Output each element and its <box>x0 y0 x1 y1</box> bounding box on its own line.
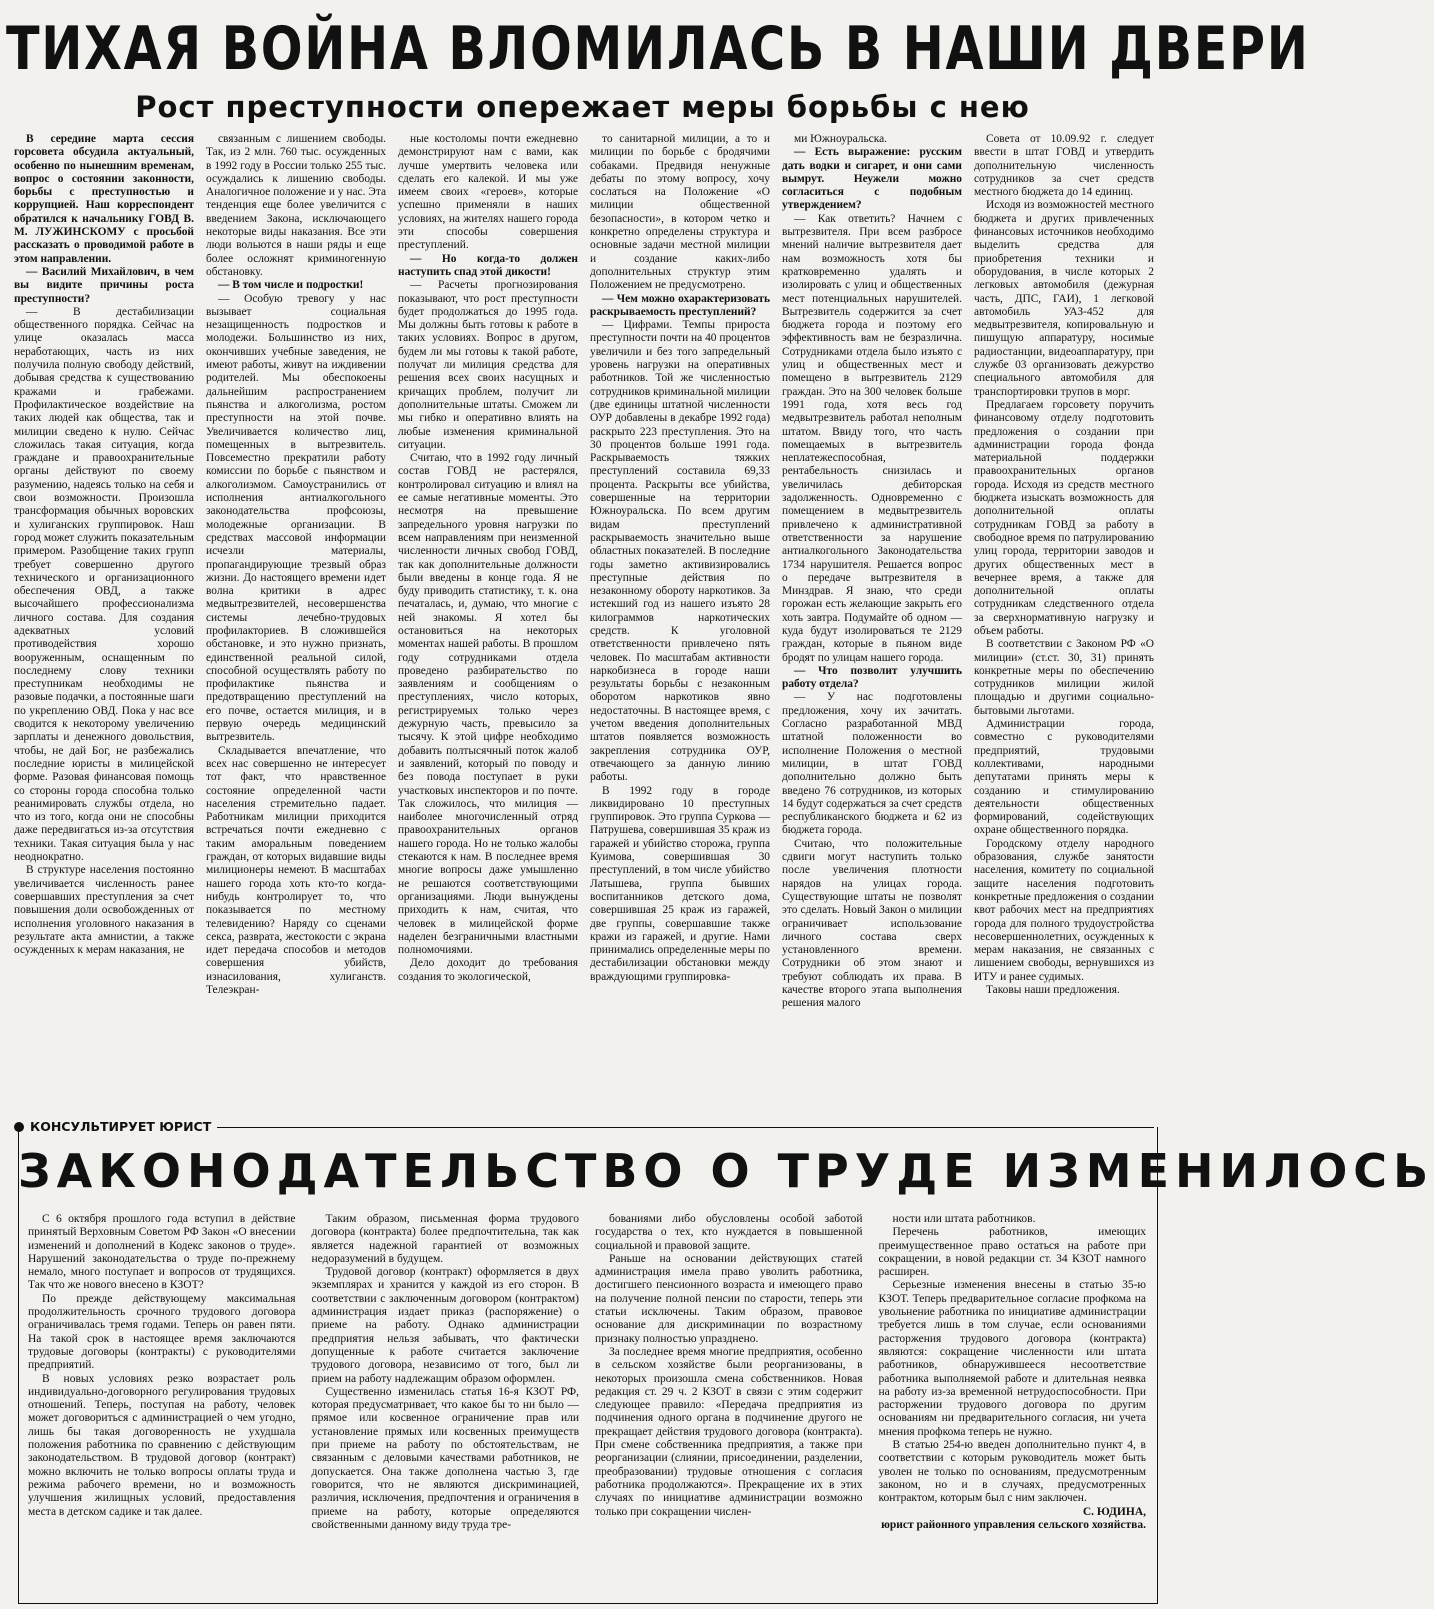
bullet-icon <box>14 1122 24 1132</box>
body-paragraph: ные костоломы почти ежедневно демонстрируют нам с вами, как лучше умертвить человека или сделать его калекой. И мы уже имеем своих «героев», которые успешно применяли в наших условиях, на жителях нашего города эти способы совершения преступлений. <box>398 133 578 252</box>
body-paragraph: связанным с лишением свободы. Так, из 2 млн. 760 тыс. осужденных в 1992 году в России только 255 тыс. осуждались к лишению свободы. Аналогичное положение и у нас. Эта тенденция еще более увеличится с введением Закона, исключающего некоторые виды наказания. Все эти люди вольются в наши ряды и еще более осложнят криминогенную обстановку. <box>206 133 386 278</box>
article-column <box>782 133 962 1108</box>
question-paragraph: — Но когда-то должен наступить спад этой дикости! <box>398 252 578 278</box>
rubric-bar <box>14 1118 1154 1136</box>
body-paragraph: — У нас подготовлены предложения, хочу их зачитать. Согласно разработанной МВД штатной положенности во исполнение Положения о местной милиции, в штат ГОВД дополнительно должно быть введено 76 сотрудников, из которых 14 будут содержаться за счет средств республиканского бюджета и 62 из бюджета города. <box>782 691 962 837</box>
body-paragraph: — Особую тревогу у нас вызывает социальная незащищенность подростков и молодежи. Большинство из них, окончивших учебные заведения, не имеют работы, живут на иждивении родителей. Мы обеспокоены дальнейшим распространением пьянства и алкоголизма, ростом преступности на этой почве. Увеличивается количество лиц, помещенных в вытрезвитель. Повсеместно прекратили работу комиссии по борьбе с пьянством и алкоголизмом. Самоустранились от исполнения антиалкогольного законодательства профсоюзы, молодежные организации. В средствах массовой информации исчезли материалы, пропагандирующие трезвый образ жизни. До настоящего времени идет волна критики в адрес медвытрезвителей, несовершенства системы лечебно-трудовых профилакториев. В сложившейся обстановке, и это нужно признать, единственной реальной силой, способной осуществлять работу по профилактике пьянства и предотвращению преступлений на его почве, остается милиция, и в первую очередь медицинский вытрезвитель. <box>206 292 386 744</box>
body-paragraph: В соответствии с Законом РФ «О милиции» (ст.ст. 30, 31) принять конкретные меры по обеспечению сотрудников милиции жилой площадью и другими социально-бытовыми льготами. <box>974 638 1154 717</box>
article-column <box>206 133 386 1108</box>
body-paragraph: В новых условиях резко возрастает роль индивидуально-договорного регулирования трудовых отношений. Теперь, поступая на работу, человек может договориться с администрацией о чем угодно, лишь бы такая договоренность не ухудшала положения работника по сравнению с действующим законодательством. В трудовой договор (контракт) можно включить не только вопросы оплаты труда и режима рабочего времени, но и возможность улучшения жилищных условий, предоставления места в детском садике и так далее. <box>28 1372 296 1518</box>
body-paragraph: Исходя из возможностей местного бюджета и других привлеченных финансовых источников необходимо выделить средства для приобретения техники и оборудования, в числе которых 2 легковых автомобиля (дежурная часть, ДПС, ГАИ), 1 легковой автомобиль УАЗ-452 для медвытрезвителя, копировальную и пишущую аппаратуру, носимые радиостанции, видеоаппаратуру, при службе 03 организовать дежурство специального автомобиля для транспортировки трупов в морг. <box>974 199 1154 398</box>
body-paragraph: В статью 254-ю введен дополнительно пункт 4, в соответствии с которым руководитель может быть уволен не только по основаниям, предусмотренным законом, но и в случаях, предусмотренных контрактом, которым был с ним заключен. <box>878 1439 1146 1505</box>
body-paragraph: По прежде действующему максимальная продолжительность срочного трудового договора ограничивалась тремя годами. Теперь он равен пяти. На такой срок в настоящее время заключаются трудовые договоры (контракты) с руководителями предприятий. <box>28 1292 296 1372</box>
article-column <box>590 133 770 1108</box>
question-paragraph: — Чем можно охарактеризовать раскрываемость преступлений? <box>590 292 770 318</box>
body-paragraph: ми Южноуральска. <box>794 133 887 145</box>
body-paragraph: За последнее время многие предприятия, особенно в сельском хозяйстве были реорганизованы, в некоторых произошла смена собственников. Новая редакция ст. 29 ч. 2 КЗОТ в связи с этим содержит следующее правило: «Передача предприятия из подчинения одного органа в подчинение другого не прекращает действия трудового договора (контракта). При смене собственника предприятия, а также при реорганизации (слиянии, присоединении, разделении, преобразовании) трудовые отношения с согласия работника продолжаются». Прекращение их в этих случаях по инициативе администрации возможно только при сокращении числен- <box>595 1345 863 1518</box>
body-paragraph: Городскому отделу народного образования, службе занятости населения, комитету по социальной защите населения подготовить конкретные предложения о создании квот рабочих мест на предприятиях города для полного трудоустройства несовершеннолетних, осужденных к мерам наказания, не связанных с лишением свободы, вернувшихся из ИТУ и ранее судимых. <box>974 837 1154 983</box>
body-paragraph: Таким образом, письменная форма трудового договора (контракта) более предпочтительна, так как является надежной гарантией от возможных недоразумений в будущем. <box>311 1213 579 1265</box>
body-paragraph: ности или штата работников. <box>892 1213 1036 1225</box>
body-paragraph: — Расчеты прогнозирования показывают, что рост преступности будет продолжаться до 1995 года. Мы должны быть готовы к работе в таких условиях. Вопрос в другом, будем ли мы готовы к такой работе, получат ли милиция средства для решения всех своих насущных и кричащих проблем, получит ли дополнительные штаты. Сможем ли мы гибко и оперативно влиять на любые изменения криминальной ситуации. <box>398 279 578 451</box>
legal-article-column <box>595 1213 863 1605</box>
body-paragraph: Считаю, что положительные сдвиги могут наступить только после увеличения плотности нарядов на улицах города. Существующие штаты не позволят это сделать. Новый Закон о милиции ограничивает использование личного состава сверх установленного времени. Сотрудники об этом знают и требуют соблюдать их права. В качестве второго этапа выполнения решения малого <box>782 837 962 1010</box>
body-paragraph: Дело доходит до требования создания то экологической, <box>398 957 578 983</box>
article-column <box>974 133 1154 1108</box>
body-paragraph: Считаю, что в 1992 году личный состав ГОВД не растерялся, контролировал ситуацию и влиял на ее самые негативные моменты. Это несмотря на превышение запредельного уровня нагрузки по всем направлениям при неизменной численности личных свобод ГОВД, так как дополнительные должности были введены в конце года. Я не буду приводить статистику, т. к. она печаталась, и, думаю, что многие с ней знакомы. Я хотел бы остановиться на некоторых моментах нашей работы. В прошлом году сотрудниками отдела проведено разбирательство по заявлениям и сообщениям о преступлениях, число которых, регистрируемых только через дежурную часть, превысило за тысячу. К этой цифре необходимо добавить полтысячный поток жалоб и заявлений, который по поводу и без повода поступает в руки участковых инспекторов и по почте. Так сложилось, что милиция — наиболее многочисленный отряд правоохранительных органов нашего города. Но не только жалобы стекаются к нам. В последнее время многие вопросы даже умышленно не решаются соответствующими организациями. Люди вынуждены приходить к нам, считая, что человек в милицейской форме наделен безграничными властными полномочиями. <box>398 452 578 957</box>
article-body <box>14 133 1154 1108</box>
author-signature: С. ЮДИНА, <box>1082 1505 1146 1518</box>
body-paragraph: Администрации города, совместно с руководителями предприятий, трудовыми коллективами, народными депутатами принять меры к созданию и стимулированию деятельности общественных формирований, содействующих охране общественного порядка. <box>974 718 1154 837</box>
question-paragraph: — Что позволит улучшить работу отдела? <box>782 664 962 691</box>
legal-article-column <box>28 1213 296 1605</box>
body-paragraph: Перечень работников, имеющих преимущественное право остаться на работе при сокращении, в новой редакции ст. 34 КЗОТ намного расширен. <box>878 1226 1146 1279</box>
question-paragraph: — Василий Михайлович, в чем вы видите причины роста преступности? <box>14 265 194 305</box>
legal-article-body <box>28 1213 1146 1605</box>
question-paragraph: — В том числе и подростки! <box>218 279 364 292</box>
body-paragraph: Существенно изменилась статья 16-я КЗОТ РФ, которая предусматривает, что какое бы то ни было — прямое или косвенное ограничение прав или установление прямых или косвенных преимуществ при приеме на работу по обстоятельствам, не связанным с деловыми качествами работников, не допускается. Она также дополнена частью 3, где говорится, что не являются дискриминацией, различия, исключения, предпочтения и ограничения в приеме на работу, которые определяются свойственными данному виду труда тре- <box>311 1385 579 1531</box>
body-paragraph: Таковы наши предложения. <box>986 984 1120 996</box>
body-paragraph: — Цифрами. Темпы прироста преступности почти на 40 процентов увеличили и без того запредельный уровень нагрузки на оперативных работников. Той же численностью сотрудников криминальной милиции (две единицы штатной численности ОУР добавлены в декабре 1992 года) раскрыто 223 преступления. Это на 30 процентов больше 1991 года. Раскрываемость тяжких преступлений составила 69,33 процента. Раскрыты все убийства, совершенные на территории Южноуральска. По всем другим видам преступлений раскрываемость значительно выше областных показателей. В последние годы заметно активизировались преступные действия по незаконному обороту наркотиков. За истекший год из нашего изъято 28 килограммов наркотических средств. К уголовной ответственности привлечено пять человек. По масштабам активности наркобизнеса в городе наши результаты борьбы с незаконным оборотом наркотиков явно недостаточны. В настоящее время, с учетом введения дополнительных штатов появляется возможность закрепления сотрудника ОУР, отвечающего за данную линию работы. <box>590 319 770 784</box>
body-paragraph: Трудовой договор (контракт) оформляется в двух экземплярах и хранится у каждой из его сторон. В соответствии с заключенным договором (контрактом) администрация издает приказ (распоряжение) о приеме на работу. Однако администрации предприятия нельзя забывать, что фактически допущенные к работе считается заключение трудового договора, независимо от того, был ли прием на работу надлежащим образом оформлен. <box>311 1266 579 1385</box>
body-paragraph: Совета от 10.09.92 г. следует ввести в штат ГОВД и утвердить дополнительную численность сотрудников за счет средств местного бюджета до 14 единиц. <box>974 133 1154 199</box>
body-paragraph: В 1992 году в городе ликвидировано 10 преступных группировок. Это группа Суркова — Патрушева, совершившая 35 краж из гаражей и убийство сторожа, группа Куимова, совершившая 30 преступлений, в том числе убийство Латышева, группа бывших воспитанников детского дома, совершившая 25 краж из гаражей, две группы, совершавшие также кражи из гаражей, и другие. Нами принимались определенные меры по дестабилизации обстановки между враждующими группировка- <box>590 784 770 983</box>
legal-article-column <box>879 1213 1147 1605</box>
body-paragraph: бованиями либо обусловлены особой заботой государства о тех, кто нуждается в повышенной социальной и правовой защите. <box>595 1213 863 1252</box>
question-paragraph: В середине марта сессия горсовета обсудила актуальный, особенно по нынешним временам, вопрос о состоянии законности, борьбы с преступностью и коррупцией. Наш корреспондент обратился к начальнику ГОВД В. М. ЛУЖИНСКОМУ с просьбой рассказать о проводимой работе в этом направлении. <box>14 133 194 265</box>
author-title: юрист районного управления сельского хозяйства. <box>881 1518 1146 1531</box>
body-paragraph: Складывается впечатление, что всех нас совершенно не интересует тот факт, что нравственное состояние определенной части населения стремительно падает. Работникам милиции приходится встречаться почти ежедневно с таким аморальным поведением граждан, от которых видавшие виды милиционеры немеют. В масштабах нашего города хоть кто-то когда-нибудь контролирует то, что показывается по местному телевидению? Наряду со сценами секса, разврата, жестокости с экрана идет передача способов и методов совершения убийств, изнасилования, хулиганств. Телеэкран- <box>206 744 386 996</box>
rubric-label: КОНСУЛЬТИРУЕТ ЮРИСТ <box>30 1118 217 1136</box>
body-paragraph: Предлагаем горсовету поручить финансовому отделу подготовить предложения о создании при администрации города фонда материальной поддержки правоохранительных органов города. Исходя из средств местного бюджета изыскать возможность для дополнительной оплаты сотрудникам ГОВД за работу в свободное время по патрулированию улиц города, территории заводов и других общественных мест в вечернее время, а также для дополнительной оплаты сотрудникам следственного отдела за сверхнормативную нагрузку и объем работы. <box>974 398 1154 637</box>
article-headline: ТИХАЯ ВОЙНА ВЛОМИЛАСЬ В НАШИ ДВЕРИ <box>6 14 1310 84</box>
body-paragraph: В структуре населения постоянно увеличивается численность ранее совершавших преступления за счет повышения доли освобожденных от исполнения уголовного наказания в результате акта амнистии, а также осужденных к мерам наказания, не <box>14 864 194 957</box>
article-column <box>398 133 578 1108</box>
body-paragraph: то санитарной милиции, а то и милиции по борьбе с бродячими собаками. Предвидя ненужные дебаты по этому вопросу, хочу сослаться на Положение «О милиции общественной безопасности», в котором четко и конкретно определены структура и основные задачи местной милиции и создание каких-либо дополнительных структур этим Положением не предусмотрено. <box>590 133 770 292</box>
body-paragraph: Серьезные изменения внесены в статью 35-ю КЗОТ. Теперь предварительное согласие профкома на увольнение работника по инициативе администрации требуется лишь в том случае, если основаниями расторжения трудового договора (контракта) являются: сокращение численности или штата работников, обнаружившееся несоответствие работника выполняемой работе и длительная неявка на работу из-за временной нетрудоспособности. При расторжении трудового договора по другим основаниям ни предварительного согласия, ни учета мнения профкома теперь не нужно. <box>878 1279 1146 1438</box>
question-paragraph: С 6 октября прошлого года вступил в действие принятый Верховным Советом РФ Закон «О внесении изменений и дополнений в Кодекс законов о труде». Нарушений законодательства о труде по-прежнему немало, много поступает и вопросов от трудящихся. Так что же нового внесено в КЗОТ? <box>28 1213 296 1292</box>
article-subheadline: Рост преступности опережает меры борьбы с нею <box>135 90 1030 124</box>
body-paragraph: — В дестабилизации общественного порядка. Сейчас на улице оказалась масса неработающих, часть из них получила полную свободу действий, добывая средства к существованию кражами и грабежами. Профилактическое воздействие на таких людей как общества, так и милиции сведено к нулю. Сейчас сложилась такая ситуация, когда граждане и правоохранительные органы действуют по своему разумению, надеясь только на себя и свои возможности. Произошла трансформация обычных воровских и хулиганских группировок. Наш город может служить показательным примером. Разобщение таких групп требует совершенно другого технического и организационного обеспечения ОВД, а также высочайшего профессионализма личного состава. Для создания адекватных условий противодействия хорошо вооруженным, оснащенным по последнему слову техники преступникам необходимы не разовые подачки, а постоянные шаги по укреплению ОВД. Пока у нас все сводится к некоторому увеличению зарплаты и денежного довольствия, чтобы, не дай Бог, не разбежались последние юристы в милицейской форме. Разовая финансовая помощь со стороны города способна только реанимировать службы отдела, но что из того, когда они не способны даже передвигаться из-за отсутствия техники. Такая ситуация была у нас неоднократно. <box>14 305 194 864</box>
legal-article-column <box>312 1213 580 1605</box>
body-paragraph: — Как ответить? Начнем с вытрезвителя. При всем разбросе мнений наличие вытрезвителя дает нам возможность хотя бы кратковременно удалять и изолировать с улиц и общественных мест потенциальных нарушителей. Вытрезвитель содержится за счет бюджета города и поэтому его эффективность вам не безразлична. Сотрудниками отдела было изъято с улиц и общественных мест и помещено в вытрезвитель 2129 граждан. Это на 300 человек больше 1991 года, хотя весь год медвытрезвитель работал неполным штатом. Ввиду того, что часть помещаемых в вытрезвитель неплатежеспособная, рентабельность снизилась и увеличилась дебиторская задолженность. Одновременно с помещением в медвытрезвитель привлечено к административной ответственности за нарушение антиалкогольного Законодательства 1734 нарушителя. Решается вопрос о передаче вытрезвителя в Минздрав. Я знаю, что среди горожан есть желающие закрыть его хоть завтра. Подумайте об одном — куда будут изолироваться те 2129 граждан, которые в пьяном виде бродят по улицам нашего города. <box>782 212 962 664</box>
question-paragraph: — Есть выражение: русским дать водки и сигарет, и они сами вымрут. Неужели можно согласиться с подобным утверждением? <box>782 146 962 212</box>
article-column <box>14 133 194 1108</box>
body-paragraph: Раньше на основании действующих статей администрация имела право уволить работника, достигшего пенсионного возраста и имеющего право на получение полной пенсии по старости, теперь эти статьи исключены. Таким образом, правовое основание для дискриминации по возрастному признаку полностью упразднено. <box>595 1252 863 1345</box>
legal-article-headline: ЗАКОНОДАТЕЛЬСТВО О ТРУДЕ ИЗМЕНИЛОСЬ <box>18 1144 1434 1198</box>
